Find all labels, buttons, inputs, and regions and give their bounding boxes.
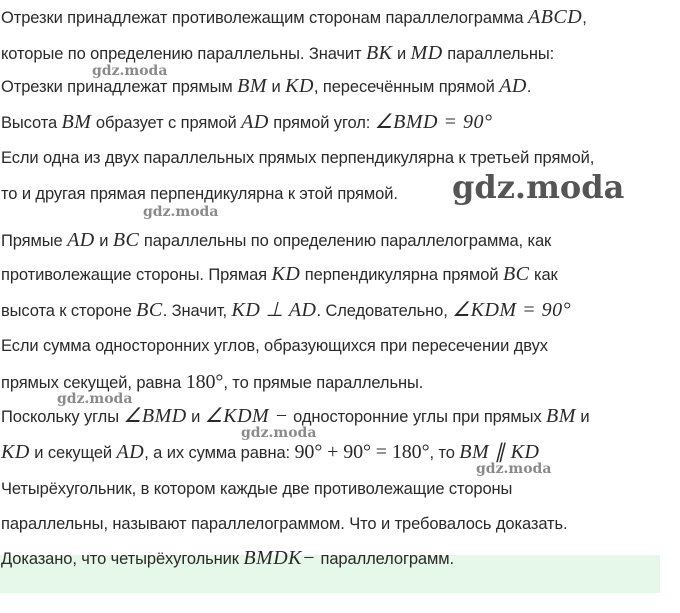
text-line-10: Если сумма односторонних углов, образующихся при пересечении двух	[1, 337, 548, 355]
watermark-large: gdz.moda	[452, 168, 625, 206]
text-line-9: высота к стороне BC. Значит, KD ⊥ AD. Следовательно, ∠KDM = 90°	[1, 299, 572, 321]
text-line-12: Поскольку углы ∠BMD и ∠KDM − односторонние углы при прямых BM и	[1, 405, 590, 427]
text-line-13: KD и секущей AD, а их сумма равна: 90° + 90° = 180°, то BM ∥ KD	[1, 441, 540, 463]
text-line-3: Отрезки принадлежат прямым BM и KD, пересечённым прямой AD.	[1, 75, 532, 97]
watermark-small: gdz.moda	[57, 391, 133, 407]
text-line-15: параллельны, называют параллелограммом. Что и требовалось доказать.	[1, 515, 568, 533]
text-line-7: Прямые AD и BC параллельны по определению параллелограмма, как	[1, 229, 552, 251]
text-line-4: Высота BM образует с прямой AD прямой угол: ∠BMD = 90°	[1, 111, 493, 133]
watermark-small: gdz.moda	[241, 425, 317, 441]
text-line-5: Если одна из двух параллельных прямых перпендикулярна к третьей прямой,	[1, 149, 595, 167]
text-line-1: Отрезки принадлежат противолежащим сторонам параллелограмма ABCD,	[1, 6, 587, 28]
text-line-11: прямых секущей, равна 180°, то прямые параллельны.	[1, 371, 424, 393]
text-line-8: противолежащие стороны. Прямая KD перпендикулярна прямой BC как	[1, 263, 558, 285]
text-line-2: которые по определению параллельны. Значит BK и MD параллельны:	[1, 42, 555, 64]
watermark-small: gdz.moda	[476, 461, 552, 477]
conclusion-line: Доказано, что четырёхугольник BMDK− параллелограмм.	[1, 547, 454, 569]
watermark-small: gdz.moda	[143, 204, 219, 220]
text-line-6: то и другая прямая перпендикулярна к этой прямой.	[1, 185, 398, 203]
watermark-small: gdz.moda	[92, 63, 168, 79]
text-line-14: Четырёхугольник, в котором каждые две противолежащие стороны	[1, 480, 513, 498]
